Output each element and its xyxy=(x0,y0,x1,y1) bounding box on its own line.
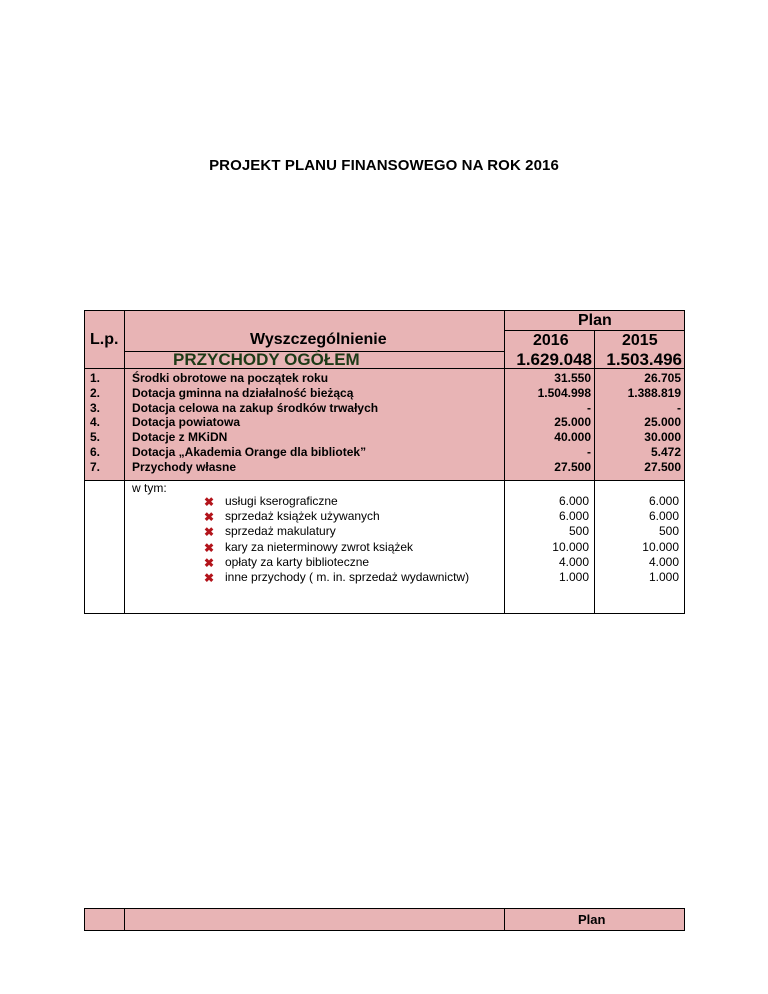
row-label: Środki obrotowe na początek roku xyxy=(132,371,329,385)
row-value-2015: 5.472 xyxy=(650,445,681,459)
sub-item-value-2015: 6.000 xyxy=(648,509,679,524)
cross-mark-icon: ✖ xyxy=(203,571,215,585)
cross-mark-icon: ✖ xyxy=(203,510,215,525)
sub-item-value-2015: 6.000 xyxy=(648,494,679,508)
row-label: Dotacja „Akademia Orange dla bibliotek” xyxy=(132,445,367,459)
row-label: Przychody własne xyxy=(132,459,237,474)
sub-item-label: kary za nieterminowy zwrot książek xyxy=(225,539,414,554)
total-label: PRZYCHODY OGÓŁEM xyxy=(173,350,360,369)
row-value-2015: 1.388.819 xyxy=(627,385,681,400)
cross-mark-icon: ✖ xyxy=(203,540,215,555)
row-label: Dotacje z MKiDN xyxy=(132,430,228,445)
row-label: Dotacja celowa na zakup środków trwałych xyxy=(132,400,379,415)
sub-item-label: inne przychody ( m. in. sprzedaż wydawnictw) xyxy=(225,570,470,584)
in-which-label: w tym: xyxy=(132,481,167,495)
table2-plan-header: Plan xyxy=(578,912,606,927)
row-lp: 3. xyxy=(90,400,101,415)
row-value-2016: 25.000 xyxy=(554,415,591,430)
row-value-2015: 26.705 xyxy=(644,371,681,385)
sub-item-value-2016: 500 xyxy=(568,524,589,539)
row-value-2016: - xyxy=(587,400,591,415)
sub-item-value-2016: 6.000 xyxy=(558,509,589,524)
sub-item-value-2016: 1.000 xyxy=(558,570,589,584)
cross-mark-icon: ✖ xyxy=(203,525,215,540)
description-header: Wyszczególnienie xyxy=(250,331,387,348)
row-value-2016: 40.000 xyxy=(554,430,591,445)
row-label: Dotacja powiatowa xyxy=(132,415,241,430)
sub-item-value-2015: 10.000 xyxy=(642,539,679,554)
row-label: Dotacja gminna na działalność bieżącą xyxy=(132,385,354,400)
sub-item-value-2016: 10.000 xyxy=(552,539,589,554)
sub-item-label: usługi kserograficzne xyxy=(225,494,338,508)
row-value-2016: - xyxy=(587,445,591,459)
row-value-2015: 27.500 xyxy=(644,459,681,474)
total-2015: 1.503.496 xyxy=(606,350,682,369)
sub-item-value-2016: 4.000 xyxy=(558,554,589,569)
row-value-2015: - xyxy=(677,400,681,415)
row-value-2015: 25.000 xyxy=(644,415,681,430)
row-lp: 5. xyxy=(90,430,101,445)
sub-item-value-2015: 4.000 xyxy=(648,554,679,569)
row-lp: 7. xyxy=(90,459,101,474)
document-title: PROJEKT PLANU FINANSOWEGO NA ROK 2016 xyxy=(209,157,559,174)
row-value-2016: 1.504.998 xyxy=(537,385,591,400)
row-lp: 6. xyxy=(90,445,101,459)
sub-item-label: sprzedaż makulatury xyxy=(225,524,336,539)
year-2015-header: 2015 xyxy=(622,332,658,349)
cross-mark-icon: ✖ xyxy=(203,495,215,509)
total-2016: 1.629.048 xyxy=(516,350,592,369)
row-value-2015: 30.000 xyxy=(644,430,681,445)
sub-item-label: opłaty za karty biblioteczne xyxy=(225,554,370,569)
row-value-2016: 31.550 xyxy=(554,371,591,385)
sub-item-value-2016: 6.000 xyxy=(558,494,589,508)
sub-item-value-2015: 500 xyxy=(658,524,679,539)
year-2016-header: 2016 xyxy=(533,332,569,349)
row-lp: 2. xyxy=(90,385,101,400)
sub-item-value-2015: 1.000 xyxy=(648,570,679,584)
sub-item-label: sprzedaż książek używanych xyxy=(225,509,380,524)
plan-header: Plan xyxy=(578,312,612,329)
row-lp: 1. xyxy=(90,371,101,385)
row-value-2016: 27.500 xyxy=(554,459,591,474)
lp-header: L.p. xyxy=(90,331,119,348)
cross-mark-icon: ✖ xyxy=(203,555,215,570)
row-lp: 4. xyxy=(90,415,101,430)
